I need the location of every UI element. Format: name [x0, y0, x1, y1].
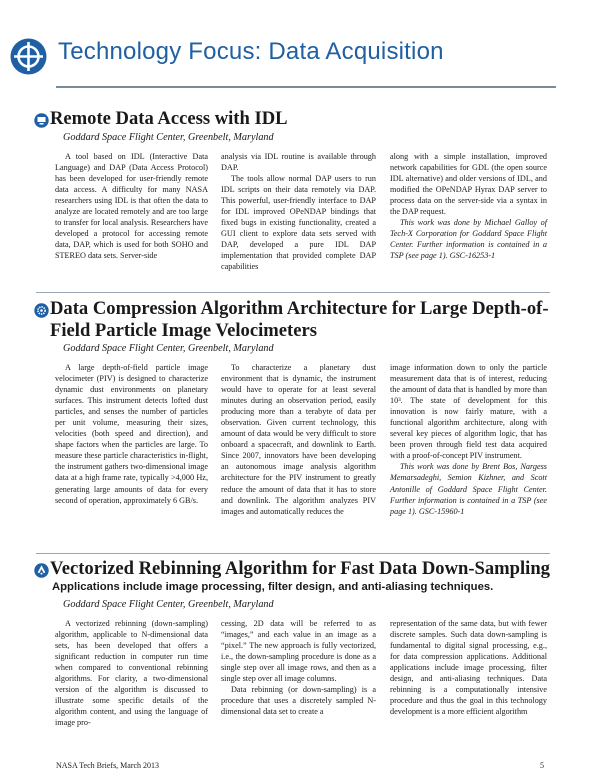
paragraph: A vectorized rebinning (down-sampling) algorithm, applicable to N-dimensional data sets, has been developed that offers a significant reduction in computer run time when compared to conventional rebinning algorithms. For clarity, a two-dimensional version of the algorithm is discussed to illustrate some specific details of the algorithm content, and using the language of image pro-	[55, 619, 208, 728]
information-sciences-icon	[34, 563, 49, 578]
article-column	[390, 618, 547, 717]
article-byline: Goddard Space Flight Center, Greenbelt, Maryland	[63, 343, 274, 354]
article-divider	[36, 292, 550, 293]
article-column	[55, 151, 208, 261]
paragraph: A large depth-of-field particle image velocimeter (PIV) is designed to characterize dynamic dust environments on planetary surfaces. This instrument detects lofted dust particles, and senses the number of particles per unit volume, measuring their sizes, velocities (both speed and direction), and shape factors when the particles are large. To measure these particle characteristics in-flight, the instrument gathers two-dimensional image data at a high frame rate, typically >4,000 Hz, generating large amounts of data for every second of operation, approximately 6 GB/s.	[55, 363, 208, 505]
computer-disc-icon	[34, 113, 49, 128]
article-title: Vectorized Rebinning Algorithm for Fast Data Down-Sampling	[50, 558, 550, 579]
publication-footer: NASA Tech Briefs, March 2013	[56, 761, 160, 770]
paragraph: analysis via IDL routine is available through DAP.	[221, 152, 376, 173]
paragraph: To characterize a planetary dust environment that is dynamic, the instrument would have to operate for at least several minutes during an observation period, easily producing more than a terabyte of data per observation. Given current technology, this amount of data would be very difficult to store onboard a spacecraft, and downlink to Earth. Since 2007, innovators have been developing an autonomous image analysis algorithm architecture for the PIV instrument to greatly reduce the amount of data that it has to store and downlink. The algorithm analyzes PIV images and automatically reduces the	[221, 363, 376, 516]
article-column	[55, 618, 208, 728]
paragraph: cessing, 2D data will be referred to as “images,” and each value in an image as a “pixel.” The new approach is fully vectorized, i.e., the down-sampling procedure is done as a single step over all image rows, and then as a single step over all image columns.	[221, 619, 376, 684]
paragraph: A tool based on IDL (Interactive Data Language) and DAP (Data Access Protocol) has been developed for user-friendly remote data access. A difficulty for many NASA researchers using IDL is that often the data to analyze are located remotely and are too large to transfer for local analysis. Researchers have developed a protocol for accessing remote data, DAP, which is used for both SOHO and STEREO data sets. Server-side	[55, 152, 208, 261]
article-divider	[36, 553, 550, 554]
credit-paragraph: This work was done by Brent Bos, Nargess Memarsadeghi, Semion Kizhner, and Scott Antonille of Goddard Space Flight Center. Further information is contained in a TSP (see page 1). GSC-15960-1	[390, 462, 547, 516]
article-column	[221, 151, 376, 273]
page-number: 5	[540, 761, 544, 770]
crosshair-globe-icon	[10, 38, 47, 75]
article-title: Data Compression Algorithm Architecture for Large Depth-of-Field Particle Image Velocimeters	[50, 298, 549, 341]
article-column	[221, 362, 376, 517]
credit-paragraph: This work was done by Michael Galloy of Tech-X Corporation for Goddard Space Flight Center. Further information is contained in a TSP (see page 1). GSC-16253-1	[390, 218, 547, 261]
paragraph: representation of the same data, but with fewer discrete samples. Such data down-sampling is fundamental to digital signal processing, e.g., for data compression applications. Additional applications include image processing, filter design, and anti-aliasing techniques. Data rebinning is a computationally intensive procedure and thus the goal in this technology development is a more efficient algorithm	[390, 619, 547, 717]
article-byline: Goddard Space Flight Center, Greenbelt, Maryland	[63, 132, 274, 143]
paragraph: Data rebinning (or down-sampling) is a procedure that uses a discretely sampled N-dimensional data set to create a	[221, 685, 376, 717]
header-divider	[56, 86, 556, 88]
article-column	[390, 362, 547, 517]
article-subtitle: Applications include image processing, filter design, and anti-aliasing techniques.	[52, 581, 494, 593]
article-column	[390, 151, 547, 261]
paragraph: along with a simple installation, improved network capabilities for GDL (the open source IDL alternative) and older versions of IDL, and modified the OPeNDAP Hyrax DAP server to process data on the server-side via a syntax in the DAP request.	[390, 152, 547, 217]
article-byline: Goddard Space Flight Center, Greenbelt, Maryland	[63, 599, 274, 610]
paragraph: image information down to only the particle measurement data that is of interest, reducing the amount of data that is handled by more than 10³. The state of development for this innovation is now fairly mature, with a functional algorithm architecture, along with several key pieces of algorithm logic, that has been proven through field test data acquired with a proof-of-concept PIV instrument.	[390, 363, 547, 461]
article-title: Remote Data Access with IDL	[50, 108, 288, 129]
paragraph: The tools allow normal DAP users to run IDL scripts on their data remotely via DAP. This powerful, user-friendly interface to DAP for IDL improved OPeNDAP bindings that fixed bugs in existing functionality, created a GUI client to explore data sets served with DAP, developed a pure IDL DAP implementation that provided complete DAP capabilities	[221, 174, 376, 272]
article-column	[221, 618, 376, 717]
gear-cluster-icon	[34, 303, 49, 318]
page-title: Technology Focus: Data Acquisition	[58, 38, 444, 65]
article-column	[55, 362, 208, 506]
